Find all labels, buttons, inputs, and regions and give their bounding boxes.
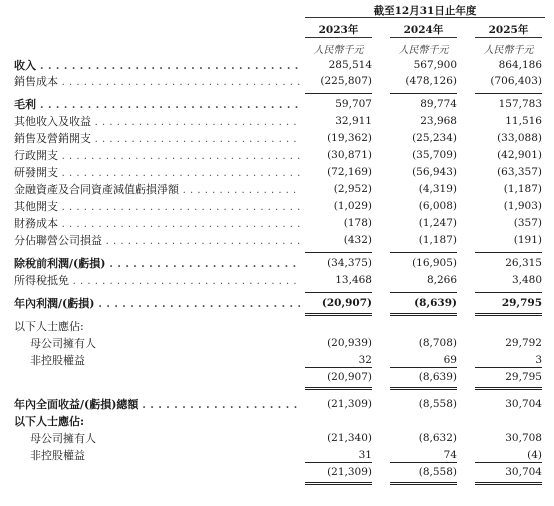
value-2023: (432): [343, 234, 372, 246]
rule-above-profit-subtotal-2025: [475, 367, 542, 368]
row-label: 金融資產及合同資產減值虧損淨額 . . .: [14, 181, 300, 199]
row-label: 銷售及營銷開支 . . .: [14, 130, 300, 148]
rule-above-profit-before-tax-2025: [475, 252, 542, 253]
year-header-2023: 2023年: [318, 24, 359, 36]
profit-before-tax-row: [0, 255, 554, 272]
cost-of-sales-row: [0, 73, 554, 90]
profit-subtotal-row: [0, 369, 554, 386]
rule-below-comprehensive-subtotal-2023: [305, 482, 372, 485]
value-2025: 30,708: [505, 432, 542, 444]
value-2025: (1,187): [503, 183, 542, 195]
value-2024: (8,632): [418, 432, 457, 444]
row-label: 其他開支 . . .: [14, 198, 300, 216]
value-2024: (8,558): [418, 398, 457, 410]
other-expenses-row: [0, 198, 554, 215]
row-label: 母公司擁有人: [30, 432, 96, 445]
rule-above-profit-before-tax-2024: [390, 252, 457, 253]
admin-expenses-row: [0, 147, 554, 164]
value-2023: 285,514: [328, 59, 372, 71]
other-income-row: [0, 113, 554, 130]
unit-label-2023: 人民幣千元: [313, 45, 364, 56]
unit-label-2024: 人民幣千元: [398, 45, 449, 56]
rule-above-gross-profit-2024: [390, 93, 457, 94]
row-label: 收入 . . .: [14, 57, 300, 75]
attributable-heading-row: [0, 318, 554, 335]
value-2024: (25,234): [412, 132, 457, 144]
rule-above-gross-profit-2025: [475, 93, 542, 94]
revenue-row: [0, 57, 554, 74]
row-label: 毛利 . . .: [14, 96, 300, 114]
total-comprehensive-row: [0, 396, 554, 413]
rule-above-profit-for-year-2023: [305, 292, 372, 293]
value-2023: (20,907): [327, 371, 372, 383]
value-2025: 26,315: [505, 257, 542, 269]
row-label: 所得稅抵免 . . .: [14, 272, 300, 290]
value-2024: 567,900: [413, 59, 457, 71]
value-2025: 864,186: [498, 59, 542, 71]
value-2024: (8,558): [418, 466, 457, 478]
row-label: 財務成本 . . .: [14, 215, 300, 233]
row-label: 銷售成本 . . .: [14, 73, 300, 91]
gross-profit-row: [0, 96, 554, 113]
value-2023: 13,468: [335, 274, 372, 286]
value-2023: (20,907): [321, 297, 372, 309]
value-2024: (4,319): [418, 183, 457, 195]
value-2024: (6,008): [418, 200, 457, 212]
value-2025: (706,403): [490, 75, 542, 87]
rule-below-profit-for-year-2023: [305, 313, 372, 316]
row-label: 行政開支 . . .: [14, 147, 300, 165]
value-2023: (21,340): [327, 432, 372, 444]
year-rule-2024: [390, 37, 457, 38]
value-2025: 30,704: [505, 398, 542, 410]
row-label: 年內全面收益/(虧損)總額 . . .: [14, 396, 300, 414]
value-2025: 29,795: [501, 297, 542, 309]
rule-above-gross-profit-2023: [305, 93, 372, 94]
value-2023: (178): [343, 217, 372, 229]
rule-below-profit-for-year-2024: [390, 313, 457, 316]
value-2025: (4): [527, 449, 542, 461]
comprehensive-subtotal-row: [0, 464, 554, 481]
value-2024: (1,187): [418, 234, 457, 246]
value-2025: 3: [535, 354, 542, 366]
value-2023: (1,029): [333, 200, 372, 212]
value-2024: 8,266: [426, 274, 457, 286]
row-label: 其他收入及收益 . . .: [14, 113, 300, 131]
rule-above-profit-for-year-2024: [390, 292, 457, 293]
value-2024: (35,709): [412, 149, 457, 161]
rule-below-comprehensive-subtotal-2025: [475, 482, 542, 485]
value-2025: (1,903): [503, 200, 542, 212]
value-2023: (21,309): [327, 466, 372, 478]
value-2025: 11,516: [505, 115, 542, 127]
rule-above-comprehensive-subtotal-2024: [390, 462, 457, 463]
value-2025: 3,480: [511, 274, 542, 286]
selling-expenses-row: [0, 130, 554, 147]
value-2024: (8,639): [418, 371, 457, 383]
value-2025: 29,795: [505, 371, 542, 383]
value-2024: 74: [443, 449, 457, 461]
value-2023: 59,707: [335, 98, 372, 110]
value-2024: 89,774: [420, 98, 457, 110]
value-2023: (19,362): [327, 132, 372, 144]
row-label: 母公司擁有人: [30, 337, 96, 350]
rule-above-comprehensive-subtotal-2025: [475, 462, 542, 463]
attributable-heading-2-row: [0, 413, 554, 430]
value-2025: (357): [513, 217, 542, 229]
value-2025: 29,792: [505, 337, 542, 349]
rule-below-comprehensive-subtotal-2024: [390, 482, 457, 485]
rule-below-profit-subtotal-2024: [390, 387, 457, 390]
non-controlling-2-row: [0, 447, 554, 464]
value-2024: (16,905): [412, 257, 457, 269]
value-2024: 69: [443, 354, 457, 366]
year-rule-2025: [475, 37, 542, 38]
row-label: 以下人士應佔:: [14, 415, 85, 428]
value-2025: 157,783: [498, 98, 542, 110]
row-label: 非控股權益: [30, 449, 85, 462]
value-2024: (478,126): [405, 75, 457, 87]
value-2023: (72,169): [327, 166, 372, 178]
finance-costs-row: [0, 215, 554, 232]
year-rule-2023: [305, 37, 372, 38]
value-2024: (1,247): [418, 217, 457, 229]
rule-above-profit-before-tax-2023: [305, 252, 372, 253]
value-2023: 32,911: [335, 115, 372, 127]
value-2023: (2,952): [333, 183, 372, 195]
value-2025: (191): [513, 234, 542, 246]
value-2025: 30,704: [505, 466, 542, 478]
value-2024: (8,639): [414, 297, 457, 309]
profit-for-year-row: [0, 295, 554, 312]
share-of-associates-row: [0, 232, 554, 249]
period-header-rule: [305, 17, 545, 18]
rule-above-profit-subtotal-2023: [305, 367, 372, 368]
value-2023: 31: [358, 449, 372, 461]
value-2023: (21,309): [327, 398, 372, 410]
row-label: 分佔聯營公司損益 . . .: [14, 232, 300, 250]
rule-above-comprehensive-subtotal-2023: [305, 462, 372, 463]
value-2024: 23,968: [420, 115, 457, 127]
non-controlling-row: [0, 352, 554, 369]
row-label: 以下人士應佔:: [14, 320, 84, 333]
period-header: 截至12月31日止年度: [373, 5, 477, 17]
owners-of-parent-2-row: [0, 430, 554, 447]
rule-below-profit-for-year-2025: [475, 313, 542, 316]
rule-below-profit-subtotal-2023: [305, 387, 372, 390]
rule-above-profit-for-year-2025: [475, 292, 542, 293]
value-2025: (63,357): [497, 166, 542, 178]
value-2023: (34,375): [327, 257, 372, 269]
value-2025: (33,088): [497, 132, 542, 144]
value-2024: (56,943): [412, 166, 457, 178]
rule-above-profit-subtotal-2024: [390, 367, 457, 368]
rule-below-profit-subtotal-2025: [475, 387, 542, 390]
value-2023: 32: [358, 354, 372, 366]
year-header-2024: 2024年: [403, 24, 444, 36]
value-2023: (30,871): [327, 149, 372, 161]
year-header-2025: 2025年: [488, 24, 529, 36]
row-label: 研發開支 . . .: [14, 164, 300, 182]
value-2023: (20,939): [327, 337, 372, 349]
value-2024: (8,708): [418, 337, 457, 349]
row-label: 年內利潤/(虧損) . . .: [14, 295, 300, 313]
value-2023: (225,807): [320, 75, 372, 87]
value-2025: (42,901): [497, 149, 542, 161]
row-label: 除稅前利潤/(虧損) . . .: [14, 255, 300, 273]
unit-label-2025: 人民幣千元: [483, 45, 534, 56]
impairment-losses-row: [0, 181, 554, 198]
rnd-expenses-row: [0, 164, 554, 181]
row-label: 非控股權益: [30, 354, 85, 367]
income-tax-row: [0, 272, 554, 289]
owners-of-parent-row: [0, 335, 554, 352]
